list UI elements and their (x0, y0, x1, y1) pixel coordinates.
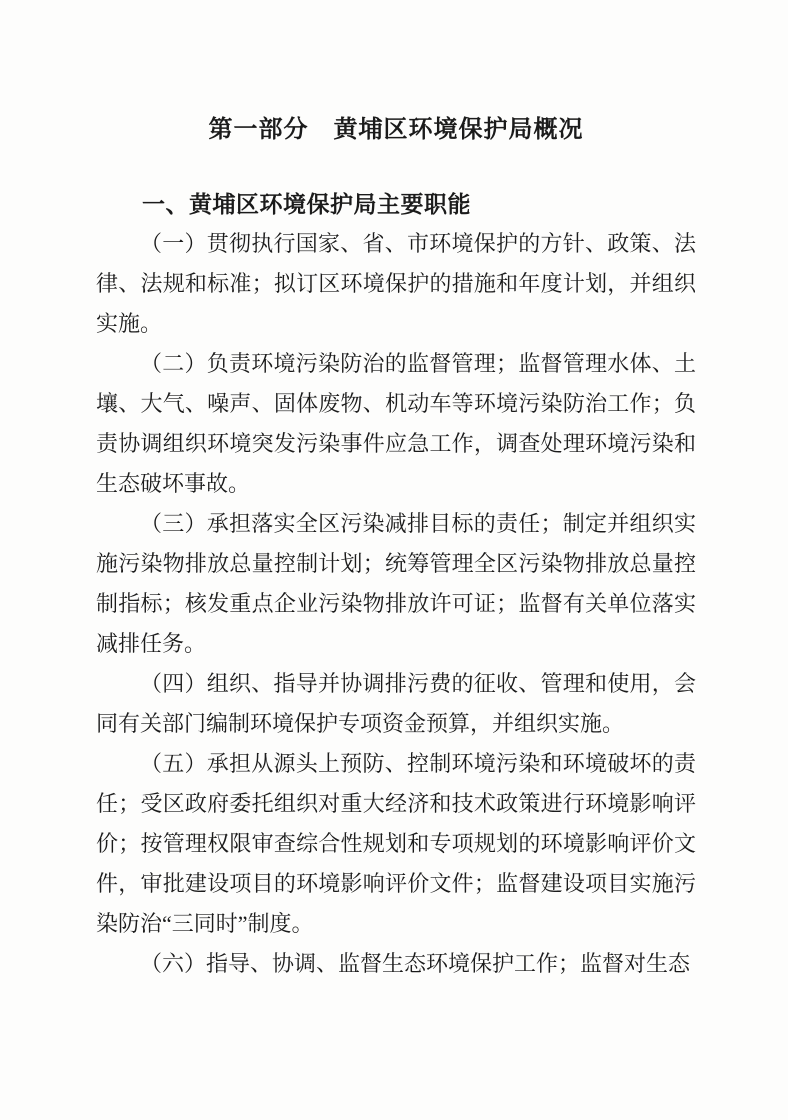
paragraph-item-1: （一）贯彻执行国家、省、市环境保护的方针、政策、法律、法规和标准；拟订区环境保护的措施和年度计划，并组织实施。 (96, 231, 696, 336)
paragraph-item-2: （二）负责环境污染防治的监督管理；监督管理水体、土壤、大气、噪声、固体废物、机动车等环境污染防治工作；负责协调组织环境突发污染事件应急工作，调查处理环境污染和生态破坏事故。 (96, 351, 696, 496)
paragraph-item-6: （六）指导、协调、监督生态环境保护工作；监督对生态 (140, 951, 691, 976)
paragraph-item-5: （五）承担从源头上预防、控制环境污染和环境破坏的责任；受区政府委托组织对重大经济和技术政策进行环境影响评价；按管理权限审查综合性规划和专项规划的环境影响评价文件，审批建设项目的环境影响评价文件；监督建设项目实施污染防治“三同时”制度。 (96, 751, 696, 936)
document-body (96, 110, 696, 984)
paragraph-item-4: （四）组织、指导并协调排污费的征收、管理和使用，会同有关部门编制环境保护专项资金预算，并组织实施。 (96, 671, 696, 736)
paragraph-item-3: （三）承担落实全区污染减排目标的责任；制定并组织实施污染物排放总量控制计划；统筹管理全区污染物排放总量控制指标；核发重点企业污染物排放许可证；监督有关单位落实减排任务。 (96, 511, 696, 656)
section-heading-main-functions: 一、黄埔区环境保护局主要职能 (142, 191, 471, 217)
document-title: 第一部分 黄埔区环境保护局概况 (208, 116, 584, 143)
